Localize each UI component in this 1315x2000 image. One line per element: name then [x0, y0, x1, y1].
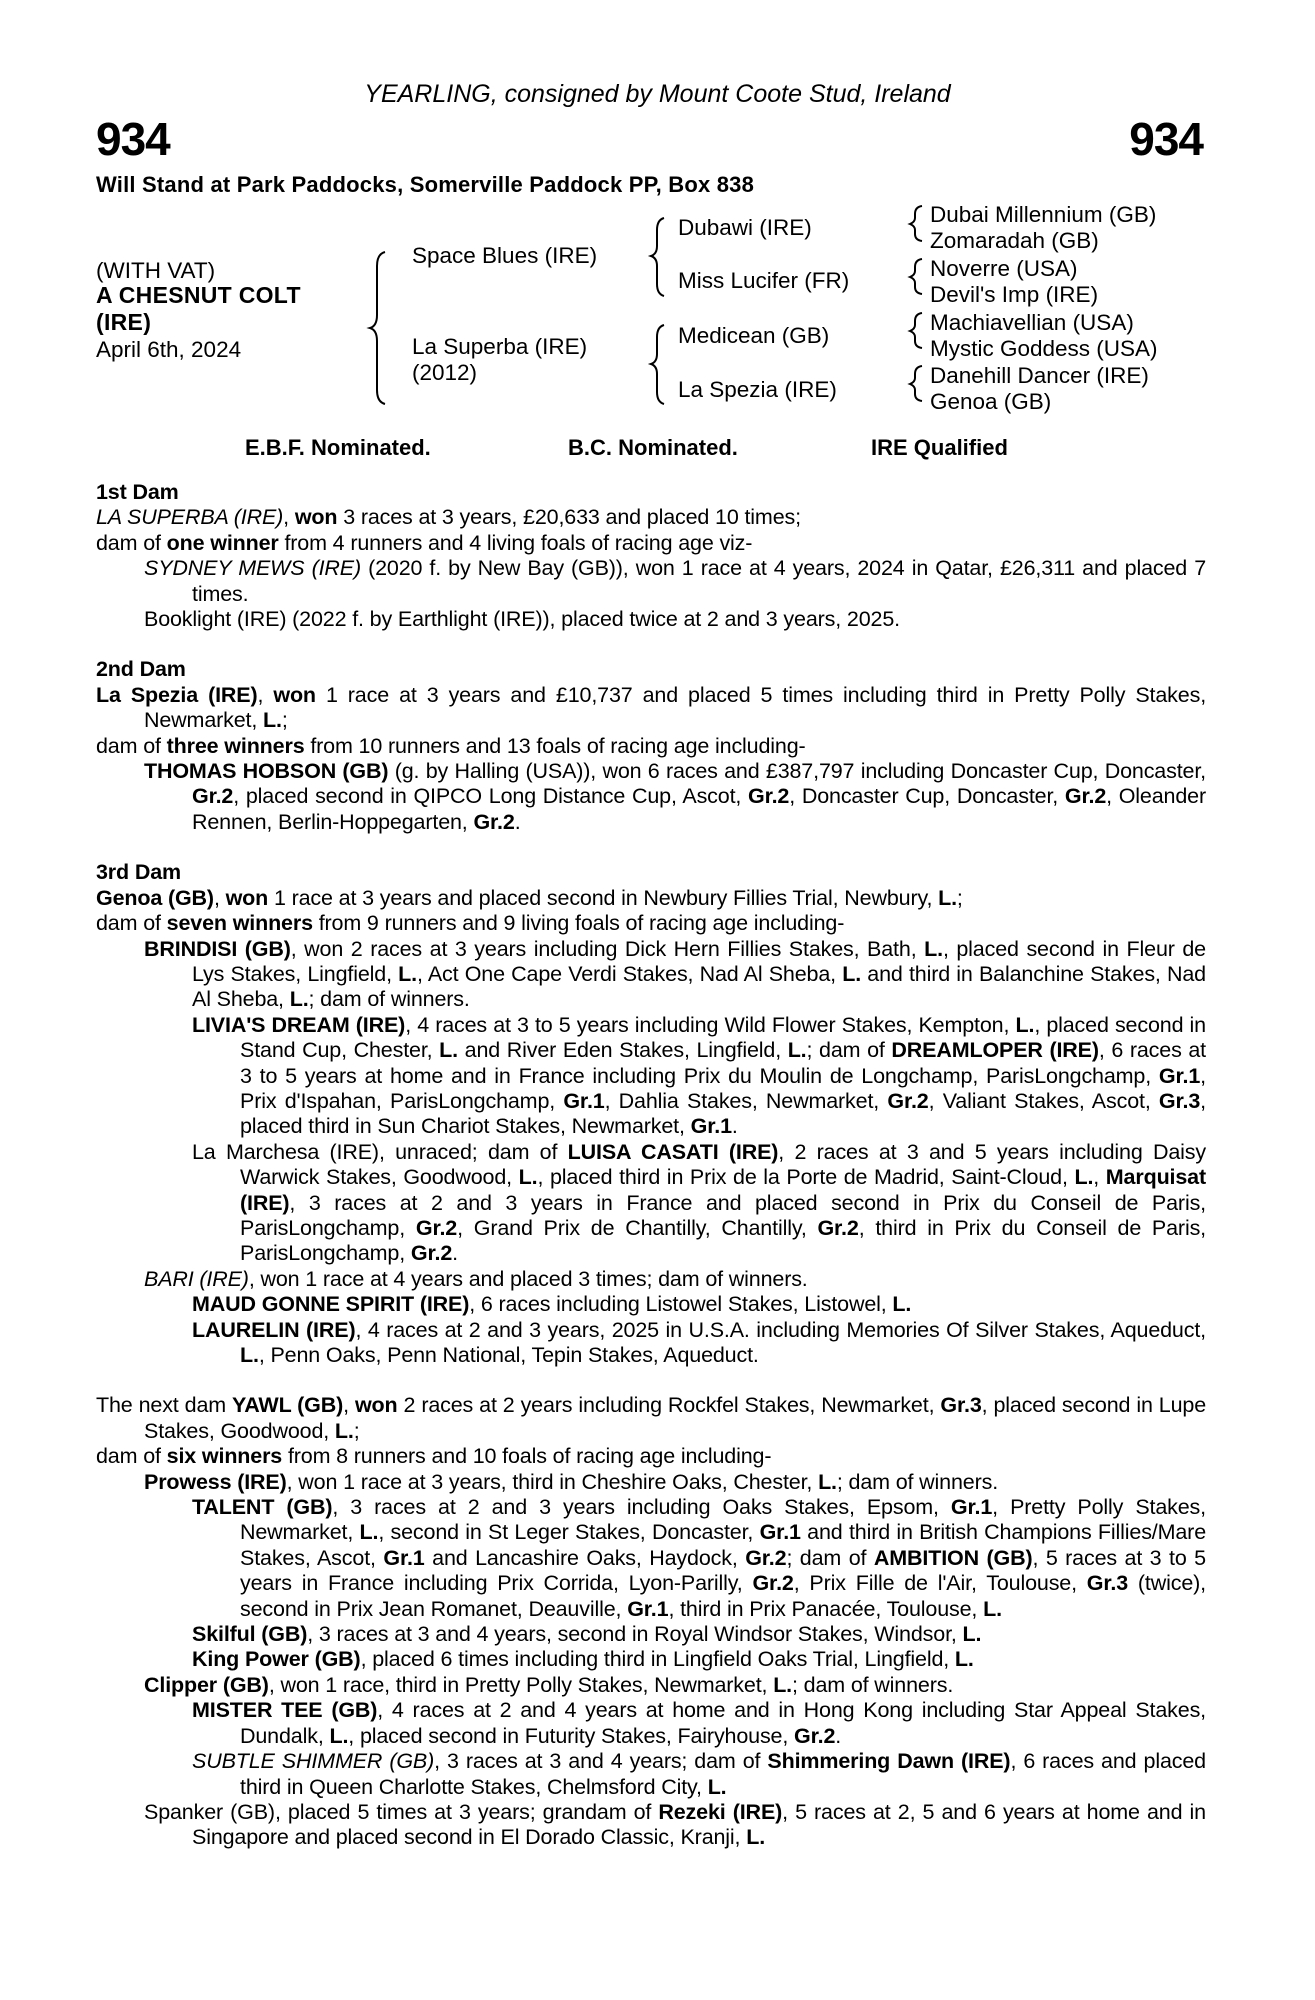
text: . — [514, 809, 521, 834]
produce-entry — [96, 1647, 1206, 1672]
text: (2020 f. by New Bay (GB)), won 1 race at 4 years, 2024 in Qatar, £26,311 and placed 7 times. — [192, 556, 1207, 606]
first-dam-heading: 1st Dam — [96, 480, 179, 504]
text: (twice), second in Prix Jean Romanet, Deauville, — [240, 1571, 1206, 1621]
grade-mark: Gr.2 — [473, 809, 515, 834]
horse-name-line1: A CHESNUT COLT — [96, 282, 301, 308]
winners-count: seven winners — [166, 911, 313, 936]
listed-mark: L. — [1074, 1165, 1094, 1190]
dam-dam: La Spezia (IRE) — [678, 377, 837, 402]
text: ; — [281, 708, 288, 733]
grade-mark: Gr.2 — [887, 1088, 929, 1113]
text: , 6 races and placed third in Queen Charlotte Stakes, Chelmsford City, — [240, 1749, 1206, 1799]
grade-mark: Gr.1 — [1158, 1063, 1201, 1088]
text: , placed second in QIPCO Long Distance Cup, Ascot, — [233, 784, 748, 809]
horse-name: Marquisat (IRE) — [240, 1165, 1206, 1215]
text: , placed second in Lupe Stakes, Goodwood, — [144, 1393, 1207, 1443]
grade-mark: Gr.2 — [748, 784, 790, 809]
third-dam-heading: 3rd Dam — [96, 860, 181, 885]
listed-mark: L. — [359, 1520, 379, 1545]
text: Spanker (GB), placed 5 times at 3 years; grandam of — [144, 1799, 659, 1824]
text: , Doncaster Cup, Doncaster, — [789, 784, 1065, 809]
text: , 5 races at 2, 5 and 6 years at home and in Singapore and placed second in El Dorado Classic, Kranji, — [192, 1799, 1206, 1850]
produce-entry — [96, 1267, 1206, 1292]
horse-name: TALENT (GB) — [192, 1495, 333, 1520]
next-dam-produce — [96, 1444, 1206, 1469]
text: and Lancashire Oaks, Haydock, — [424, 1545, 746, 1570]
listed-mark: L. — [962, 1622, 982, 1647]
bc-nominated: B.C. Nominated. — [568, 435, 738, 460]
horse-name: THOMAS HOBSON (GB) — [144, 759, 389, 784]
text: , 6 races at 3 to 5 years at home and in France including Prix du Moulin de Longchamp, ParisLongchamp, — [240, 1038, 1206, 1088]
listed-mark: L. — [240, 1343, 259, 1367]
text: , 4 races at 2 and 4 years at home and in Hong Kong including Star Appeal Stakes, Dundalk, — [240, 1698, 1206, 1748]
produce-entry: Booklight (IRE) (2022 f. by Earthlight (IRE)), placed twice at 2 and 3 years, 2025. — [144, 607, 900, 632]
produce-entry — [96, 1470, 1206, 1495]
listed-mark: L. — [1015, 1012, 1035, 1037]
first-dam-record: LA SUPERBA (IRE), won 3 races at 3 years, £20,633 and placed 10 times; — [96, 505, 801, 530]
second-dam-heading: 2nd Dam — [96, 657, 186, 682]
text: , 3 races at 3 and 4 years; dam of — [434, 1749, 768, 1774]
grade-mark: Gr.1 — [759, 1520, 801, 1545]
text: , won 2 races at 3 years including Dick Hern Fillies Stakes, Bath, — [290, 936, 925, 961]
text: , 6 races including Listowel Stakes, Listowel, — [469, 1292, 893, 1317]
listed-mark: L. — [439, 1038, 458, 1063]
grandsire-5: Machiavellian (USA) — [930, 310, 1134, 335]
grade-mark: Gr.2 — [415, 1215, 458, 1240]
text: dam of — [96, 1444, 167, 1469]
produce-entry — [96, 1749, 1206, 1800]
winners-count: one winner — [166, 530, 279, 555]
produce-entry — [96, 1622, 1206, 1647]
text: ; — [353, 1418, 360, 1443]
text: , Pretty Polly Stakes, Newmarket, — [240, 1495, 1206, 1545]
text: and third in Balanchine Stakes, Nad Al Sheba, — [192, 961, 1206, 1012]
dam-year: (2012) — [412, 360, 478, 385]
grandsire-3: Noverre (USA) — [930, 256, 1078, 281]
listed-mark: L. — [787, 1038, 807, 1063]
listed-mark: L. — [518, 1165, 538, 1190]
horse-name: BARI (IRE) — [144, 1266, 249, 1291]
produce-entry — [96, 759, 1206, 835]
text: , Act One Cape Verdi Stakes, Nad Al Sheba, — [416, 961, 843, 986]
text: , Valiant Stakes, Ascot, — [928, 1088, 1159, 1113]
vat-note: (WITH VAT) — [96, 258, 216, 283]
horse-name: Skilful (GB) — [192, 1622, 308, 1647]
produce-entry — [96, 1800, 1206, 1851]
grade-mark: Gr.3 — [1086, 1571, 1129, 1596]
dam-sire: Medicean (GB) — [678, 323, 830, 348]
text: , placed second in Fleur de Lys Stakes, Lingfield, — [192, 936, 1206, 986]
text: 3 races at 3 years, £20,633 and placed 10 times; — [337, 505, 801, 530]
lot-number-right: 934 — [1129, 113, 1203, 165]
text: , — [1093, 1165, 1106, 1190]
text: , — [257, 682, 274, 707]
text: , Dahlia Stakes, Newmarket, — [604, 1088, 888, 1113]
ebf-nominated: E.B.F. Nominated. — [245, 435, 431, 460]
won-label: won — [354, 1393, 398, 1418]
text: . — [452, 1241, 458, 1266]
catalogue-body — [96, 480, 1206, 1851]
dam-name: La Superba (IRE) — [412, 334, 588, 359]
horse-name: LAURELIN (IRE) — [192, 1317, 356, 1342]
produce-entry — [96, 1013, 1206, 1140]
horse-name: MAUD GONNE SPIRIT (IRE) — [192, 1292, 470, 1317]
horse-name: SYDNEY MEWS (IRE) — [144, 556, 362, 581]
horse-name: MISTER TEE (GB) — [192, 1698, 378, 1723]
text: The next dam — [96, 1393, 233, 1418]
produce-entry — [96, 1495, 1206, 1622]
text: dam of — [96, 733, 167, 758]
text: and third in British Champions Fillies/Mare Stakes, Ascot, — [240, 1520, 1206, 1570]
listed-mark: L. — [983, 1596, 1002, 1621]
won-label: won — [225, 885, 269, 910]
grade-mark: Gr.1 — [563, 1088, 605, 1113]
dam-name: Genoa (GB) — [96, 885, 214, 910]
text: dam of — [96, 911, 167, 936]
grade-mark: Gr.1 — [950, 1495, 993, 1520]
text: , Oleander Rennen, Berlin-Hoppegarten, — [192, 784, 1206, 834]
text: , 3 races at 3 and 4 years, second in Royal Windsor Stakes, Windsor, — [307, 1622, 963, 1647]
text: , third in Prix du Conseil de Paris, ParisLongchamp, — [240, 1215, 1206, 1266]
grade-mark: Gr.3 — [1158, 1088, 1201, 1113]
dam-name: LA SUPERBA (IRE) — [96, 505, 284, 530]
listed-mark: L. — [289, 987, 309, 1012]
text: La Marchesa (IRE), unraced; dam of — [192, 1139, 568, 1164]
grade-mark: Gr.2 — [745, 1545, 787, 1570]
text: and River Eden Stakes, Lingfield, — [457, 1038, 788, 1063]
text: , placed 6 times including third in Lingfield Oaks Trial, Lingfield, — [360, 1647, 955, 1672]
winners-count: six winners — [166, 1444, 283, 1469]
text: , placed second in Futurity Stakes, Fairyhouse, — [348, 1723, 795, 1748]
horse-name: King Power (GB) — [192, 1647, 361, 1672]
stand-location: Will Stand at Park Paddocks, Somerville Paddock PP, Box 838 — [96, 172, 755, 197]
grade-mark: Gr.2 — [752, 1571, 794, 1596]
grade-mark: Gr.3 — [940, 1393, 982, 1418]
listed-mark: L. — [938, 885, 957, 910]
text: , placed third in Prix de la Porte de Madrid, Saint-Cloud, — [537, 1165, 1075, 1190]
listed-mark: L. — [263, 708, 282, 733]
granddam-6: Mystic Goddess (USA) — [930, 336, 1158, 361]
grade-mark: Gr.2 — [192, 784, 234, 809]
produce-entry — [96, 1318, 1206, 1369]
listed-mark: L. — [954, 1647, 974, 1672]
horse-name: DREAMLOPER (IRE) — [891, 1038, 1099, 1063]
text: , second in St Leger Stakes, Doncaster, — [378, 1520, 760, 1545]
grade-mark: Gr.1 — [627, 1596, 669, 1621]
listed-mark: L. — [773, 1672, 792, 1697]
text: , — [343, 1393, 355, 1418]
dam-name: YAWL (GB) — [232, 1393, 344, 1418]
text: 1 race at 3 years and placed second in Newbury Fillies Trial, Newbury, — [268, 885, 939, 910]
brace-g1 — [910, 206, 922, 241]
second-dam-produce — [96, 734, 1206, 759]
dam-name: La Spezia (IRE) — [96, 682, 258, 707]
text: from 9 runners and 9 living foals of racing age including- — [312, 911, 845, 936]
produce-entry — [96, 937, 1206, 1013]
text: , 3 races at 2 and 3 years in France and placed second in Prix du Conseil de Paris, ParisLongchamp, — [240, 1190, 1206, 1240]
won-label: won — [273, 682, 316, 707]
text: ; dam of winners. — [792, 1672, 954, 1697]
text: , Prix d'Ispahan, ParisLongchamp, — [240, 1063, 1206, 1113]
listed-mark: L. — [398, 961, 417, 986]
grade-mark: Gr.1 — [690, 1114, 732, 1139]
text: from 4 runners and 4 living foals of racing age viz- — [278, 530, 753, 555]
produce-entry — [96, 1292, 1206, 1317]
lot-number-left: 934 — [96, 113, 170, 165]
brace-dam — [651, 325, 664, 404]
text: 2 races at 2 years including Rockfel Stakes, Newmarket, — [397, 1393, 941, 1418]
grade-mark: Gr.2 — [794, 1723, 836, 1748]
granddam-8: Genoa (GB) — [930, 389, 1052, 414]
text: , 4 races at 3 to 5 years including Wild Flower Stakes, Kempton, — [405, 1012, 1016, 1037]
sire-dam: Miss Lucifer (FR) — [678, 268, 850, 293]
listed-mark: L. — [329, 1723, 349, 1748]
next-dam-record — [96, 1393, 1206, 1444]
text: ; dam of — [786, 1545, 874, 1570]
text: from 10 runners and 13 foals of racing age including- — [304, 733, 806, 758]
horse-name: Clipper (GB) — [144, 1672, 269, 1697]
grandsire-1: Dubai Millennium (GB) — [930, 202, 1157, 227]
listed-mark: L. — [707, 1774, 727, 1799]
text: , Grand Prix de Chantilly, Chantilly, — [457, 1215, 818, 1240]
text: dam of — [96, 530, 167, 555]
text: , third in Prix Panacée, Toulouse, — [668, 1596, 984, 1621]
listed-mark: L. — [924, 936, 943, 961]
text: ; dam of winners. — [308, 987, 470, 1012]
horse-name: Shimmering Dawn (IRE) — [767, 1749, 1011, 1774]
produce-entry — [96, 1698, 1206, 1749]
second-dam-record — [96, 683, 1206, 734]
grade-mark: Gr.2 — [1064, 784, 1107, 809]
text: (g. by Halling (USA)), won 6 races and £387,797 including Doncaster Cup, Doncaster, — [388, 759, 1206, 784]
brace-sire — [651, 218, 664, 296]
brace-g4 — [910, 366, 922, 401]
grade-mark: Gr.2 — [410, 1241, 453, 1266]
text: from 8 runners and 10 foals of racing age including- — [282, 1444, 772, 1469]
text: , placed third in Sun Chariot Stakes, Newmarket, — [240, 1088, 1206, 1139]
winners-count: three winners — [166, 733, 305, 758]
produce-entry — [96, 1140, 1206, 1267]
horse-name: BRINDISI (GB) — [144, 936, 291, 961]
granddam-4: Devil's Imp (IRE) — [930, 282, 1099, 307]
text: , 2 races at 3 and 5 years including Daisy Warwick Stakes, Goodwood, — [240, 1139, 1206, 1190]
horse-name: LIVIA'S DREAM (IRE) — [192, 1012, 406, 1037]
text: , 3 races at 2 and 3 years including Oaks Stakes, Epsom, — [332, 1495, 951, 1520]
text: , Penn Oaks, Penn National, Tepin Stakes, Aqueduct. — [258, 1343, 759, 1367]
text: , 4 races at 2 and 3 years, 2025 in U.S.A. including Memories Of Silver Stakes, Aqueduct, — [355, 1317, 1206, 1342]
text: ; dam of — [806, 1038, 892, 1063]
text: , won 1 race, third in Pretty Polly Stakes, Newmarket, — [268, 1672, 774, 1697]
granddam-2: Zomaradah (GB) — [930, 228, 1099, 253]
text: , Prix Fille de l'Air, Toulouse, — [793, 1571, 1087, 1596]
brace-main — [370, 252, 385, 404]
third-dam-record: Genoa (GB), won 1 race at 3 years and placed second in Newbury Fillies Trial, Newbury, L.; — [96, 885, 963, 910]
listed-mark: L. — [818, 1469, 837, 1494]
text: . — [835, 1723, 842, 1748]
text: ; dam of winners. — [836, 1469, 999, 1494]
horse-name: LUISA CASATI (IRE) — [567, 1139, 779, 1164]
text: ; — [956, 885, 963, 910]
grade-mark: Gr.1 — [383, 1545, 425, 1570]
horse-name: AMBITION (GB) — [873, 1545, 1033, 1570]
listed-mark: L. — [892, 1292, 912, 1317]
grade-mark: Gr.2 — [817, 1215, 859, 1240]
horse-name: SUBTLE SHIMMER (GB) — [192, 1749, 435, 1774]
consignor-line: YEARLING, consigned by Mount Coote Stud, Ireland — [364, 80, 951, 108]
horse-dob: April 6th, 2024 — [96, 337, 242, 362]
listed-mark: L. — [334, 1418, 354, 1443]
text: , won 1 race at 3 years, third in Cheshire Oaks, Chester, — [286, 1469, 819, 1494]
text: , won 1 race at 4 years and placed 3 times; dam of winners. — [248, 1266, 808, 1291]
produce-entry — [96, 556, 1206, 607]
ire-qualified: IRE Qualified — [871, 435, 1008, 460]
first-dam-produce — [96, 531, 1206, 556]
listed-mark: L. — [842, 961, 862, 986]
text: , placed second in Stand Cup, Chester, — [240, 1012, 1206, 1063]
produce-entry — [96, 1673, 1206, 1698]
horse-name: Rezeki (IRE) — [658, 1799, 783, 1824]
third-dam-produce — [96, 911, 1206, 936]
sire-name: Space Blues (IRE) — [412, 243, 598, 268]
horse-name: Prowess (IRE) — [144, 1469, 287, 1494]
text: . — [731, 1114, 738, 1139]
brace-g2 — [910, 259, 922, 294]
brace-g3 — [910, 313, 922, 348]
text: , 5 races at 3 to 5 years in France including Prix Corrida, Lyon-Parilly, — [240, 1545, 1206, 1596]
horse-name-line2: (IRE) — [96, 309, 152, 335]
sire-sire: Dubawi (IRE) — [678, 215, 812, 240]
text: 1 race at 3 years and £10,737 and placed 5 times including third in Pretty Polly Stakes, Newmarket, — [144, 682, 1207, 733]
listed-mark: L. — [746, 1825, 766, 1850]
grandsire-7: Danehill Dancer (IRE) — [930, 363, 1149, 388]
won-label: won — [294, 505, 338, 530]
